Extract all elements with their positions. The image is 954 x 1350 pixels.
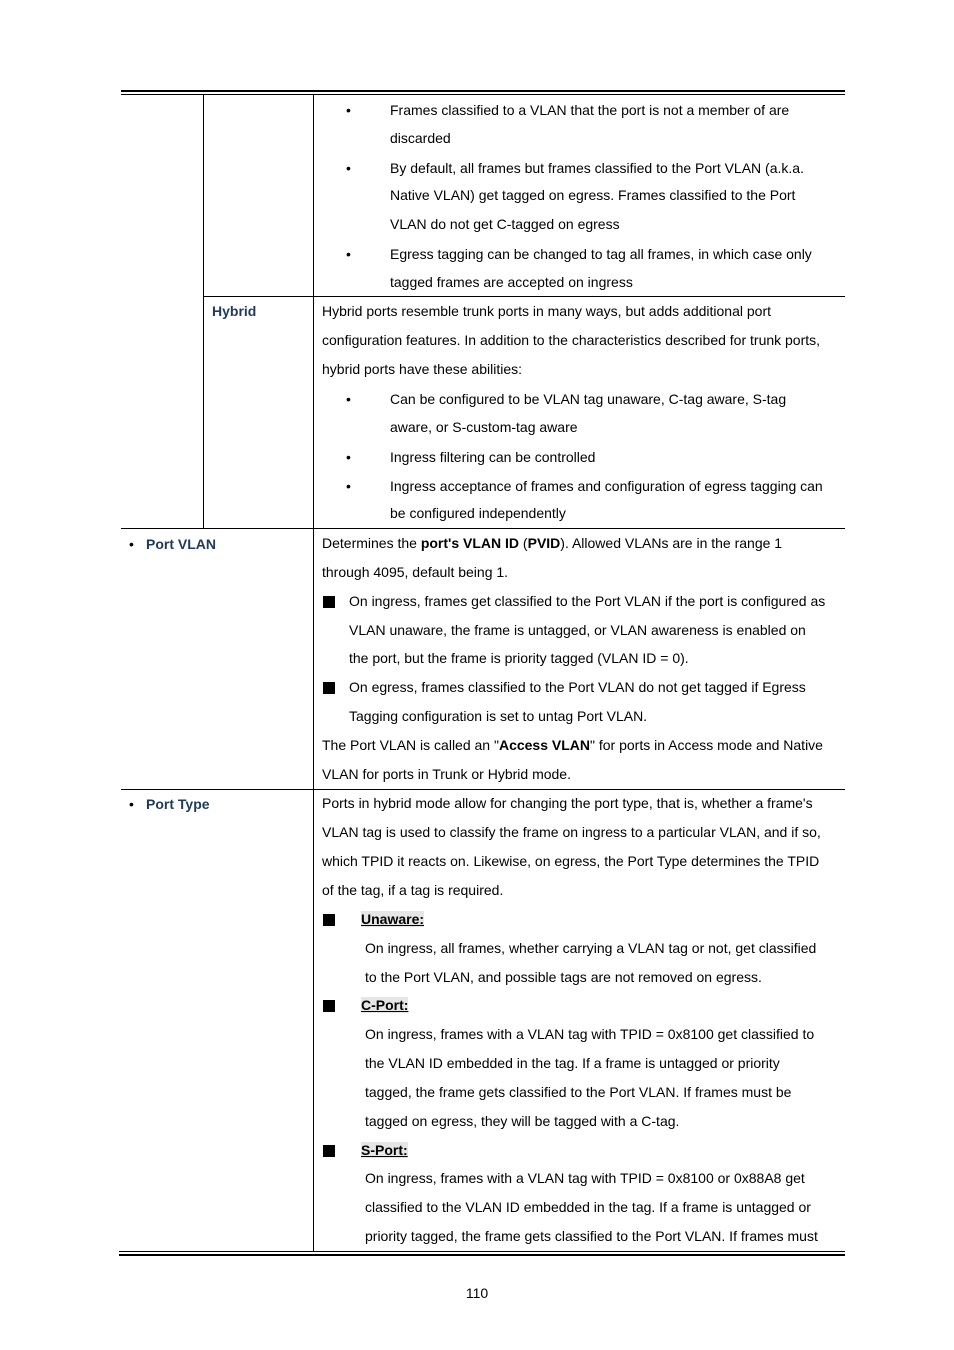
port-type-label: Port Type [146, 796, 210, 812]
col-divider-2 [313, 94, 314, 1252]
square-bullet-icon [323, 1000, 335, 1012]
bullet-icon: • [346, 391, 351, 407]
list-item: the port, but the frame is priority tagged (VLAN ID = 0). [349, 650, 689, 666]
square-bullet-icon [323, 1145, 335, 1157]
list-item: On egress, frames classified to the Port VLAN do not get tagged if Egress [349, 679, 806, 695]
list-item: discarded [390, 130, 451, 146]
hybrid-intro: Hybrid ports resemble trunk ports in many ways, but adds additional port [322, 303, 771, 319]
page-number: 110 [465, 1285, 489, 1301]
port-vlan-description: Determines the port's VLAN ID (PVID). Allowed VLANs are in the range 1 [322, 535, 783, 551]
bullet-icon: • [346, 102, 351, 118]
list-item: the VLAN ID embedded in the tag. If a frame is untagged or priority [365, 1055, 780, 1071]
list-item: VLAN do not get C-tagged on egress [390, 216, 620, 232]
list-item: Tagging configuration is set to untag Port VLAN. [349, 708, 648, 724]
bullet-icon: • [346, 478, 351, 494]
port-type-intro: which TPID it reacts on. Likewise, on egress, the Port Type determines the TPID [322, 853, 820, 869]
list-item: On ingress, frames get classified to the Port VLAN if the port is configured as [349, 593, 826, 609]
col-divider-1 [203, 94, 204, 528]
port-type-intro: of the tag, if a tag is required. [322, 882, 504, 898]
row-divider-port-vlan [121, 528, 845, 529]
list-item: Native VLAN) get tagged on egress. Frames classified to the Port [390, 187, 796, 203]
table-bottom-rule [119, 1254, 845, 1256]
row-divider-hybrid [203, 296, 845, 297]
hybrid-intro: hybrid ports have these abilities: [322, 361, 522, 377]
list-item: On ingress, frames with a VLAN tag with TPID = 0x8100 or 0x88A8 get [365, 1170, 805, 1186]
list-item: VLAN unaware, the frame is untagged, or VLAN awareness is enabled on [349, 622, 806, 638]
port-vlan-outro: VLAN for ports in Trunk or Hybrid mode. [322, 766, 571, 782]
list-item: aware, or S-custom-tag aware [390, 419, 578, 435]
bullet-icon: • [346, 246, 351, 262]
square-bullet-icon [323, 596, 335, 608]
bullet-icon: • [129, 536, 134, 552]
port-type-intro: VLAN tag is used to classify the frame on ingress to a particular VLAN, and if so, [322, 824, 821, 840]
list-item: Ingress filtering can be controlled [390, 449, 596, 465]
square-bullet-icon [323, 914, 335, 926]
square-bullet-icon [323, 682, 335, 694]
table-bottom-rule-inner [119, 1251, 845, 1252]
c-port-title: C-Port: [361, 997, 409, 1013]
table-top-rule-inner [121, 94, 845, 95]
port-vlan-label: Port VLAN [146, 536, 216, 552]
bullet-icon: • [346, 449, 351, 465]
list-item: tagged on egress, they will be tagged with a C-tag. [365, 1113, 680, 1129]
table-top-rule [121, 90, 845, 92]
hybrid-label: Hybrid [212, 303, 257, 319]
port-type-intro: Ports in hybrid mode allow for changing the port type, that is, whether a frame's [322, 795, 813, 811]
list-item: Ingress acceptance of frames and configuration of egress tagging can [390, 478, 823, 494]
list-item: be configured independently [390, 505, 566, 521]
unaware-title: Unaware: [361, 911, 425, 927]
port-vlan-description: through 4095, default being 1. [322, 564, 509, 580]
list-item: classified to the VLAN ID embedded in the tag. If a frame is untagged or [365, 1199, 811, 1215]
list-item: Frames classified to a VLAN that the port is not a member of are [390, 102, 790, 118]
list-item: By default, all frames but frames classified to the Port VLAN (a.k.a. [390, 160, 804, 176]
bullet-icon: • [346, 160, 351, 176]
list-item: tagged frames are accepted on ingress [390, 274, 633, 290]
list-item: priority tagged, the frame gets classified to the Port VLAN. If frames must [365, 1228, 818, 1244]
list-item: to the Port VLAN, and possible tags are not removed on egress. [365, 969, 762, 985]
row-divider-port-type [121, 789, 845, 790]
s-port-title: S-Port: [361, 1142, 408, 1158]
bullet-icon: • [129, 796, 134, 812]
hybrid-intro: configuration features. In addition to the characteristics described for trunk ports, [322, 332, 821, 348]
list-item: Egress tagging can be changed to tag all frames, in which case only [390, 246, 812, 262]
list-item: tagged, the frame gets classified to the Port VLAN. If frames must be [365, 1084, 792, 1100]
port-vlan-outro: The Port VLAN is called an "Access VLAN" for ports in Access mode and Native [322, 737, 823, 753]
list-item: Can be configured to be VLAN tag unaware, C-tag aware, S-tag [390, 391, 787, 407]
list-item: On ingress, all frames, whether carrying a VLAN tag or not, get classified [365, 940, 817, 956]
list-item: On ingress, frames with a VLAN tag with TPID = 0x8100 get classified to [365, 1026, 815, 1042]
